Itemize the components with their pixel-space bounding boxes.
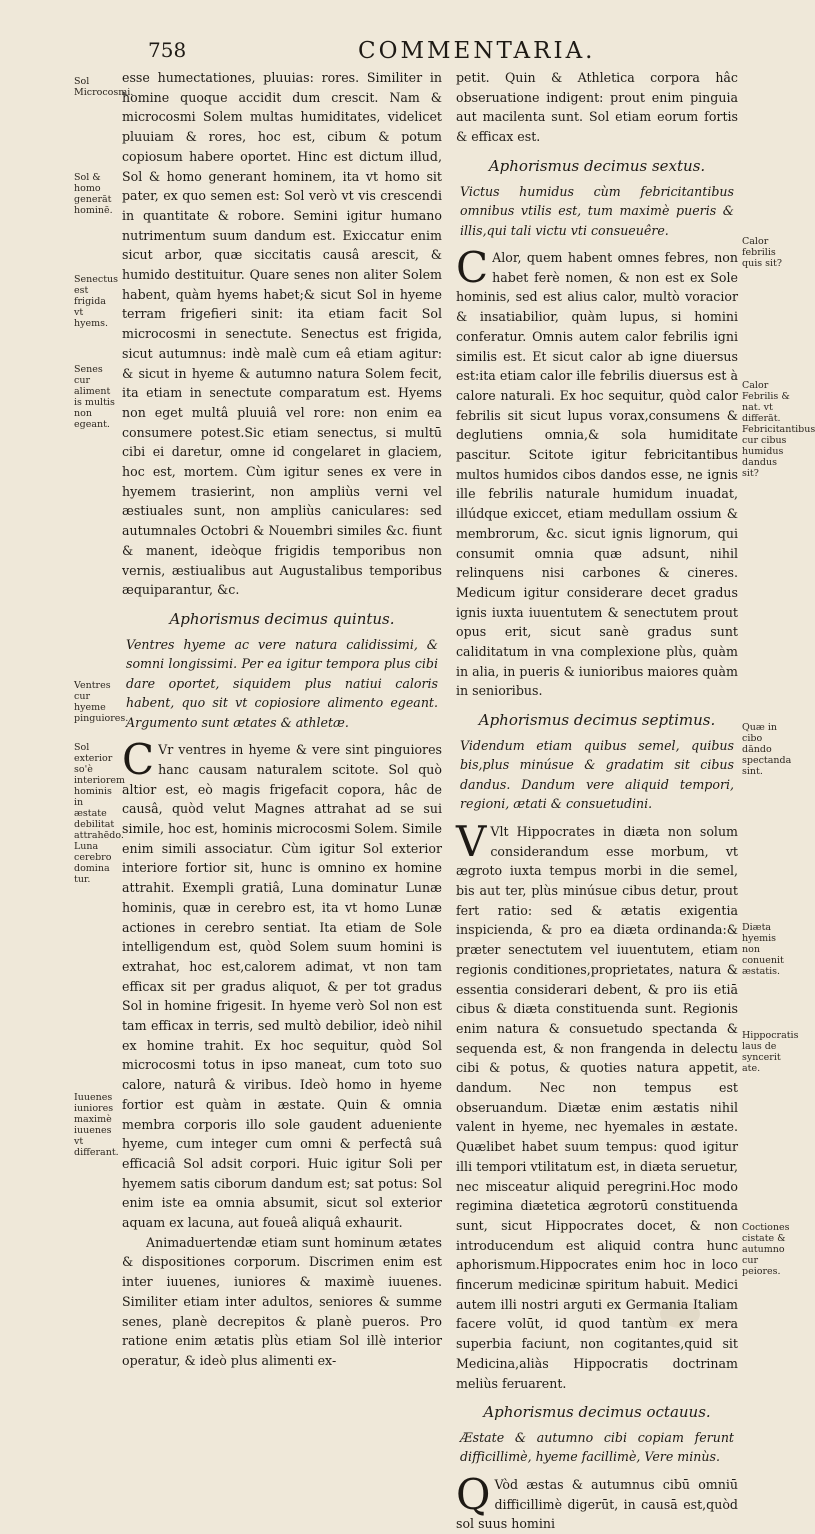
margin-note-left: Sol & homo generāt hominē.: [74, 172, 113, 216]
drop-cap: Q: [456, 1469, 491, 1519]
margin-note-left: Sol exterior so'è interiorem hominis in æstate debilitat attrahēdo. Luna cerebro domina tur.: [74, 742, 126, 885]
margin-note-left: Sol Microcosmi.: [74, 76, 134, 98]
paragraph: [456, 1469, 738, 1534]
paragraph: petit. Quin & Athletica corpora hâc obseruatione indigent: prout enim pinguia aut macilenta sunt. Sol etiam eorum fortis & efficax est.: [456, 70, 738, 145]
aphorism-heading: Aphorismus decimus quintus.: [169, 609, 395, 628]
margin-note-right: Calor febrilis quis sit?: [742, 236, 782, 269]
page-number: 758: [148, 38, 187, 62]
paragraph: esse humectationes, pluuias: rores. Similiter in homine quoque accidit dum crescit. Nam & microcosmi Solem multas humiditates, videlicet pluuiam & rores, hoc est, cibum & potum copiosum habere oportet. Hinc est dictum illud, Sol & homo generant hominem, ita vt homo sit pater, ex quo semen est: Sol verò vt vis crescendi in quantitate & robore. Semini igitur humano nutrimentum suum dandum est. Exiccatur enim sicut arbor, quæ siccitatis causâ arescit, & humido destituitur. Quare senes non aliter Solem habent, quàm hyems habet;& sicut Sol in hyeme terram frigefieri sinit: ita etiam facit Sol microcosmi in senectute. Senectus est frigida, sicut autumnus: indè malè cum eâ etiam agitur: & sicut in hyeme & autumno natura Solem fecit, ita etiam in senectute comparatum est. Hyems non eget multâ pluuiâ vel rore: non enim ea consumere potest.Sic etiam senectus, si multū cibi ei daretur, omne id congelaret in glaciem, hoc est, mortem. Cùm igitur senes ex vere in hyemem trasierint, non ampliùs verni vel æstiuales sunt, non ampliùs caniculares: sed autumnales Octobri & Nouembri similes &c. fiunt & manent, ideòque frigidis temporibus non vernis, æstiualibus aut Augustalibus temporibus æquiparantur, &c.: [122, 70, 442, 598]
aphorism-lemma: Ventres hyeme ac vere natura calidissimi, & somni longissimi. Per ea igitur tempora plus cibi dare oportet, siquidem plus natiui caloris habent, quo sit vt copiosiore alimento egeant. Argumento sunt ætates & athletæ.: [126, 636, 438, 730]
drop-cap: C: [122, 735, 155, 785]
page-header: [148, 38, 748, 66]
margin-note-right: Calor Febrilis & nat. vt differāt. Febricitantibus cur cibus humidus dandus sit?: [742, 380, 815, 479]
drop-cap: C: [456, 243, 489, 293]
margin-note-left: Ventres cur hyeme pinguiores.: [74, 680, 129, 724]
paragraph-text: Alor, quem habent omnes febres, non habet ferè nomen, & non est ex Sole hominis, sed est alius calor, multò voracior & insatiabilior, quàm lupus, si homini conferatur. Omnis autem calor febrilis igni similis est. Et sicut calor ab igne diuersus est:ita etiam calor ille febrilis diuersus est à calore naturali. Ex hoc sequitur, quòd calor febrilis sit sicut lupus vorax,consumens & deglutiens omnia,& sola humiditate pascitur. Scitote igitur febricitantibus multos humidos cibos dandos esse, ne ignis ille febrilis naturale humidum inuadat, illúdque exiccet, etiam medullam ossium & membrorum, &c. sicut ignis lignorum, qui consumit omnia quæ adsunt, nihil relinquens nisi carbones & cineres. Medicum igitur considerare decet gradus ignis iuxta iuuentutem & senectutem prout opus erit, sicut sanè gradus sunt caliditatum in vna complexione plùs, quàm in alia, in pueris & iunioribus maiores quàm in senioribus.: [456, 250, 738, 699]
aphorism-lemma: Videndum etiam quibus semel, quibus bis,plus minúsue & gradatim sit cibus dandus. Dandum vere aliquid tempori, regioni, ætati & consuetudini.: [460, 737, 734, 812]
paragraph-text: Vlt Hippocrates in diæta non solum considerandum esse morbum, vt ægroto iuxta tempus morbi in die semel, bis aut ter, plùs minúsue cibus detur, prout fert ratio: sed & ætatis exigentia inspicienda, & pro ea diæta ordinanda:& præter senectutem vel iuuentutem, etiam regionis conditiones,proprietates, natura & essentia considerari debent, & pro iis etiā cibus & diæta constituenda sunt. Regionis enim natura & consuetudo spectanda & sequenda est, & non frangenda in delectu cibi & potus, & quoties natura appetit, dandum. Nec non tempus est obseruandum. Diætæ enim æstatis nihil valent in hyeme, nec hyemales in æstate. Quælibet habet suum tempus: quod igitur illi tempori vtilitatum est, in diæta seruetur, nec misceatur aliquid peregrini.Hoc modo regimina diætetica ægrotorū constituenda sunt, sicut Hippocrates docet, & non introducendum est aliquid contra hunc aphorismum.Hippocrates enim hoc in loco fincerum medicinæ spiritum habuit. Medici autem illi nostri arguti ex Germania Italiam facere volūt, id quod tantùm ex mera superbia faciunt, non cogitantes,quid sit Medicina,aliàs Hippocratis doctrinam meliùs feruarent.: [456, 823, 738, 1391]
aphorism-lemma: Victus humidus cùm febricitantibus omnibus vtilis est, tum maximè pueris & illis,qui tali victu vti consueuêre.: [460, 183, 734, 238]
aphorism-lemma: Æstate & autumno cibi copiam ferunt difficillimè, hyeme facillimè, Vere minùs.: [460, 1429, 734, 1465]
running-head: COMMENTARIA.: [358, 38, 596, 64]
paragraph-text: Vr ventres in hyeme & vere sint pinguiores hanc causam naturalem scitote. Sol quò altior est, eò magis frigefacit copora, hâc de causâ, quòd velut Magnes attrahat ad se sui simile, hoc est, hominis microcosmi Solem. Simile enim simili associatur. Cùm igitur Sol exterior interiore fortior sit, hunc is omnino ex homine attrahit. Exempli gratiâ, Luna dominatur Lunæ hominis, quæ in cerebro est, ita vt homo Lunæ actiones in cerebro sentiat. Ita etiam de Sole intelligendum est, quòd Solem suum homini is extrahat, hoc est,calorem adimat, vt non tam efficax sit per gradus aliquot, & per tot gradus Sol in homine frigesit. In hyeme verò Sol non est tam efficax in terris, sed multò debilior, ideò nihil ex homine trahit. Ex hoc sequitur, quòd Sol microcosmi totus in ipso maneat, cum toto suo calore, naturâ & viribus. Ideò homo in hyeme fortior est quàm in æstate. Quin & omnia membra corporis illo sole gaudent adueniente hyeme, cum integer cum omni & perfectâ suâ efficaciâ Sol adsit corpori. Huic igitur Soli per hyemem satis ciborum dandum est; sat potus: Sol enim iste ea omnia absumit, sicut sol exterior aquam ex lacuna, aut foueâ aliquâ exhaurit.: [122, 742, 442, 1231]
margin-note-left: Senes cur aliment is multis non egeant.: [74, 364, 115, 430]
paragraph: [122, 735, 442, 1233]
margin-note-right: Quæ in cibo dāndo spectanda sint.: [742, 722, 792, 777]
margin-note-right: Coctiones cistate & autumno cur peiores.: [742, 1222, 790, 1277]
margin-note-right: Diæta hyemis non conuenit æstatis.: [742, 922, 784, 977]
paragraph: Animaduertendæ etiam sunt hominum ætates & dispositiones corporum. Discrimen enim est inter iuuenes, iuniores & maximè iuuenes. Similiter etiam inter adultos, seniores & summe senes, planè decrepitos & planè pueros. Pro ratione enim ætatis plùs etiam Sol illè interior operatur, & ideò plus alimenti ex-: [122, 1234, 442, 1368]
drop-cap: V: [456, 816, 487, 866]
margin-note-right: Hippocratis laus de syncerit ate.: [742, 1030, 799, 1074]
aphorism-heading: Aphorismus decimus septimus.: [478, 711, 716, 730]
paper-stain: [660, 1300, 700, 1328]
margin-note-left: Iuuenes iuniores maximè iuuenes vt differant.: [74, 1092, 119, 1158]
paragraph: [456, 243, 738, 701]
aphorism-heading: Aphorismus decimus octauus.: [483, 1403, 711, 1422]
aphorism-heading: Aphorismus decimus sextus.: [488, 156, 706, 175]
left-column: [122, 68, 442, 1371]
margin-note-left: Senectus est frigida vt hyems.: [74, 274, 119, 329]
paragraph-text: Vòd æstas & autumnus cibū omniū difficillimè digerūt, in causā est,quòd sol suus homini: [456, 1476, 738, 1532]
